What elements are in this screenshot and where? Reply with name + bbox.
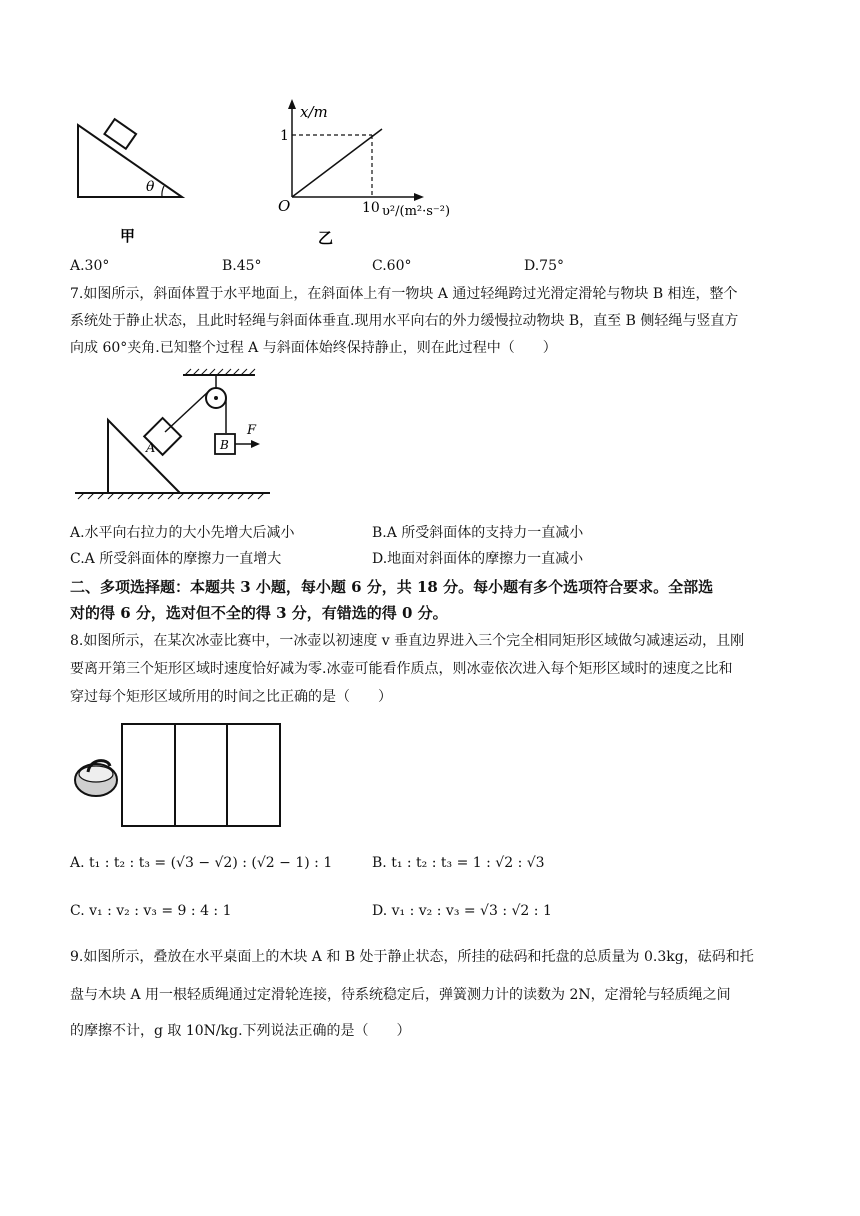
caption-jia: 甲 — [120, 227, 136, 245]
pulley-incline-figure — [70, 365, 290, 505]
incline-figure-jia — [60, 95, 210, 250]
q8-option-c: C. v₁ : v₂ : v₃ = 9 : 4 : 1 — [70, 903, 232, 919]
q6-option-b: B.45° — [222, 258, 262, 274]
q7-option-b: B.A 所受斜面体的支持力一直减小 — [372, 525, 584, 541]
curling-figure — [70, 718, 290, 830]
q6-option-d: D.75° — [524, 258, 564, 274]
q8-stem-line-2: 要离开第三个矩形区域时速度恰好减为零.冰壶可能看作质点，则冰壶依次进入每个矩形区域时的速度之比和 — [70, 661, 733, 677]
q9-stem-line-1: 9.如图所示，叠放在水平桌面上的木块 A 和 B 处于静止状态，所挂的砝码和托盘的总质量为 0.3kg，砝码和托 — [70, 949, 754, 965]
section2-heading-line-1: 二、多项选择题：本题共 3 小题，每小题 6 分，共 18 分。每小题有多个选项符合要求。全部选 — [70, 578, 714, 596]
caption-yi: 乙 — [318, 229, 334, 247]
q8-option-a: A. t₁ : t₂ : t₃ = (√3 − √2) : (√2 − 1) : 1 — [70, 855, 333, 871]
q8-stem-line-3: 穿过每个矩形区域所用的时间之比正确的是（ ） — [70, 689, 392, 705]
block-b-label: B — [220, 438, 229, 452]
q8-stem-line-1: 8.如图所示，在某次冰壶比赛中，一冰壶以初速度 v 垂直边界进入三个完全相同矩形区域做匀减速运动，且刚 — [70, 633, 745, 649]
section2-heading-line-2: 对的得 6 分，选对但不全的得 3 分，有错选的得 0 分。 — [70, 604, 448, 622]
q6-option-c: C.60° — [372, 258, 412, 274]
q9-stem-line-3: 的摩擦不计，g 取 10N/kg.下列说法正确的是（ ） — [70, 1023, 411, 1039]
q7-option-a: A.水平向右拉力的大小先增大后减小 — [70, 525, 295, 541]
origin-label: O — [278, 197, 291, 215]
x-tick-10: 10 — [362, 200, 380, 216]
x-axis-label: υ²/(m²·s⁻²) — [382, 204, 451, 219]
y-axis-label: x/m — [300, 103, 328, 121]
q7-stem-line-2: 系统处于静止状态，且此时轻绳与斜面体垂直.现用水平向右的外力缓慢拉动物块 B，直至 B 侧轻绳与竖直方 — [70, 313, 739, 329]
q7-stem-line-3: 向成 60°夹角.已知整个过程 A 与斜面体始终保持静止，则在此过程中（ ） — [70, 340, 557, 356]
q7-option-d: D.地面对斜面体的摩擦力一直减小 — [372, 551, 584, 567]
graph-figure-yi — [262, 95, 482, 250]
y-tick-1: 1 — [280, 128, 289, 144]
block-a-label: A — [146, 441, 156, 456]
q7-option-c: C.A 所受斜面体的摩擦力一直增大 — [70, 551, 282, 567]
q9-stem-line-2: 盘与木块 A 用一根轻质绳通过定滑轮连接，待系统稳定后，弹簧测力计的读数为 2N，定滑轮与轻质绳之间 — [70, 987, 731, 1003]
q6-option-a: A.30° — [70, 258, 110, 274]
force-f-label: F — [247, 423, 257, 438]
q8-option-d: D. v₁ : v₂ : v₃ = √3 : √2 : 1 — [372, 903, 552, 919]
theta-label: θ — [146, 179, 155, 195]
q7-stem-line-1: 7.如图所示，斜面体置于水平地面上，在斜面体上有一物块 A 通过轻绳跨过光滑定滑轮与物块 B 相连，整个 — [70, 286, 738, 302]
q8-option-b: B. t₁ : t₂ : t₃ = 1 : √2 : √3 — [372, 855, 545, 871]
